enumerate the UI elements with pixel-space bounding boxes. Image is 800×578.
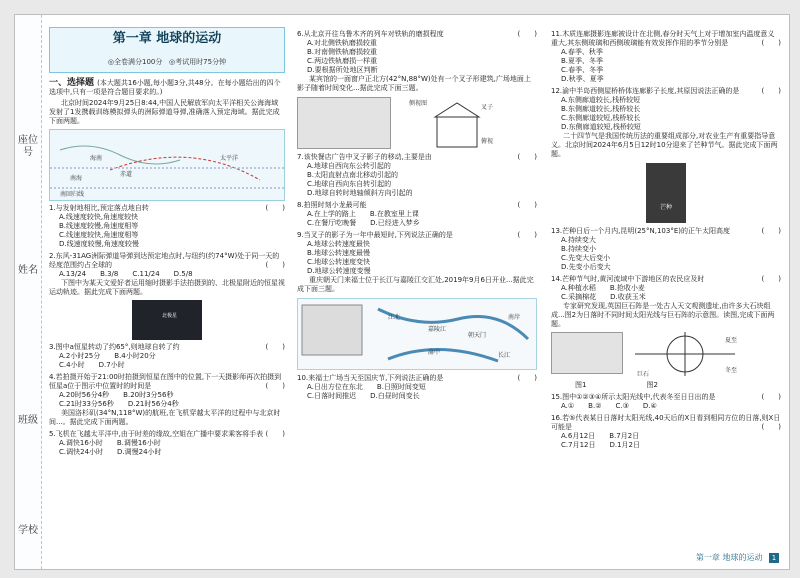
context-1: 北京时间2024年9月25日8:44,中国人民解放军向太平洋相关公海海域发射了1发携载训练模拟弹头的洲际弹道导弹,准确落入预定海域。据此完成下面两题。 — [49, 99, 280, 125]
q10-option-b[interactable]: B.日照时间变短 — [376, 383, 426, 391]
stonehenge-diagram — [635, 332, 755, 378]
q16-options-row1 — [561, 432, 781, 441]
q12-option-c[interactable]: C.东侧廊道较短,栈桥较长 — [561, 114, 641, 122]
question-14: 14.芒种节气时,黄河流域中下游地区的农民应及时 ( ) — [551, 275, 781, 283]
q13-option-d[interactable]: D.先变小后变大 — [561, 263, 611, 271]
question-4: 4.若拍摄开始于21:00时拍摄到恒星在图中的位置,下一天摄影师再次拍摄到恒星a位于图示中位置时的时间是 ( ) — [49, 373, 285, 390]
q7-option-c[interactable]: C.地球自西向东自转引起的 — [307, 180, 392, 188]
q10-options-row2 — [307, 392, 537, 401]
q8-options-row1 — [307, 210, 537, 219]
q4-option-d[interactable]: D.21时56分4秒 — [127, 400, 179, 408]
q10-option-c[interactable]: C.日落时间推迟 — [307, 392, 357, 400]
question-13: 13.芒种日后一个月内,昆明(25°N,103°E)的正午太阳高度 ( ) — [551, 227, 781, 235]
q4-options-row1 — [59, 391, 285, 400]
question-12: 12.渝中半岛西侧屋桥桥体连廊影子长度,其原因说法正确的是 ( ) — [551, 87, 781, 95]
q2-option-b[interactable]: B.3/8 — [100, 270, 119, 278]
q12-option-a[interactable]: A.东侧廊道较长,栈桥较短 — [561, 96, 641, 104]
q5-options-row2 — [59, 448, 285, 457]
q1-option-b[interactable]: B.线速度较慢,角速度相等 — [59, 222, 139, 230]
q13-option-c[interactable]: C.先变大后变小 — [561, 254, 611, 262]
q3-options-row2 — [59, 361, 285, 370]
q3-option-b[interactable]: B.4小时20分 — [114, 352, 156, 360]
q9-option-a[interactable]: A.地球公转速度最快 — [307, 240, 370, 248]
q16-option-a[interactable]: A.6月12日 — [561, 432, 596, 440]
context-4: 某宾馆的一面窗户正北方(42°N,88°W)处有一个叉子形建筑,广场地面上影子随着时间变化...据此完成下面三题。 — [297, 75, 531, 92]
context-3: 美国洛杉矶(34°N,118°W)的航班,在飞机穿越太平洋的过程中与北京时间...。据此完成下面两题。 — [49, 409, 281, 426]
q8-option-b[interactable]: B.在教室里上课 — [369, 210, 419, 218]
map-label-pacific: 太平洋 — [220, 155, 239, 162]
polaris-label: 北极星 — [162, 313, 178, 319]
chongqing-map — [297, 298, 537, 370]
context-7: 专家研究发现,英国巨石阵是一处古人天文观测遗址,由许多大石块组成...图2为日落时不同时间太阳光线与巨石阵的示意图。读图,完成下面两题。 — [551, 302, 775, 328]
label-nanan: 南岸 — [508, 314, 521, 321]
q13-option-a[interactable]: A.持续变大 — [561, 236, 596, 244]
q7-option-b[interactable]: B.太阳直射点南北移动引起的 — [307, 171, 399, 179]
question-16: 16.若⑤代表某日日落时太阳光线,40天后的X日看到相同方位的日落,则X日可能是 ( ) — [551, 414, 781, 431]
label-yuzhong: 渝中 — [428, 349, 441, 356]
q15-option-d[interactable]: D.④ — [642, 402, 657, 410]
question-15: 15.图中①②③④所示太阳光线中,代表冬至日日出的是 ( ) — [551, 393, 781, 401]
q5-option-d[interactable]: D.调慢24小时 — [117, 448, 162, 456]
q15-option-c[interactable]: C.③ — [615, 402, 629, 410]
exam-time: 考试用时75分钟 — [175, 58, 227, 66]
stonehenge-photo — [551, 332, 623, 374]
q13-option-b[interactable]: B.持续变小 — [561, 245, 597, 253]
fig-captions — [575, 381, 781, 390]
question-10: 10.来福士广场当天至国庆节,下列说法正确的是 ( ) — [297, 374, 537, 382]
fig2-caption: 图2 — [646, 381, 658, 389]
context-2: 下图中为某天文爱好者运用缩时摄影手法拍摄到的、北极星附近的恒星视运动轨迹。据此完成下面两题。 — [49, 279, 285, 296]
q10-options-row1 — [307, 383, 537, 392]
q6-option-b[interactable]: B.对南侧铁轨磨损较重 — [307, 48, 378, 56]
map-label-equator: 赤道 — [120, 171, 133, 178]
q11-option-b[interactable]: B.夏季、冬季 — [561, 57, 604, 65]
q12-option-d[interactable]: D.东侧廊道较短,栈桥较短 — [561, 123, 641, 131]
fork-label: 叉子 — [481, 104, 494, 111]
question-6: 6.从北京开往乌鲁木齐的列车对铁轨的磨损程度 ( ) — [297, 30, 537, 38]
chapter-title: 第一章 地球的运动 — [112, 31, 222, 46]
question-2: 2.东风-31AG洲际弹道导弹到达预定地点时,与纽约(约74°W)处于同一天的经度范围约占全球的 ( ) — [49, 252, 285, 269]
q16-option-c[interactable]: C.7月12日 — [561, 441, 596, 449]
q7-option-d[interactable]: D.地球自转时地轴倾斜方向引起的 — [307, 189, 413, 197]
q5-option-b[interactable]: B.调慢16小时 — [116, 439, 161, 447]
context-5: 重庆朝天门来福士位于长江与嘉陵江交汇处,2019年9月6日开业...据此完成下面三题。 — [297, 276, 534, 293]
q10-option-d[interactable]: D.白昼时间变长 — [370, 392, 420, 400]
page-footer — [696, 552, 779, 563]
map-label-tropic: 南回归线 — [60, 191, 85, 198]
q8-option-a[interactable]: A.在上学的路上 — [307, 210, 356, 218]
q14-options-row2 — [561, 293, 781, 302]
exam-meta: ◎全卷满分100分 ◎考试用时75分钟 — [107, 58, 227, 66]
q2-option-a[interactable]: A.13/24 — [59, 270, 87, 278]
class-label: 班级 — [18, 415, 38, 426]
stone-label: 巨石 — [637, 371, 650, 378]
q14-option-d[interactable]: D.收获玉米 — [610, 293, 646, 301]
q3-option-a[interactable]: A.2小时25分 — [59, 352, 101, 360]
q3-option-c[interactable]: C.4小时 — [59, 361, 85, 369]
q7-option-a[interactable]: A.地球自西向东公转引起的 — [307, 162, 391, 170]
q14-option-b[interactable]: B.抢收小麦 — [609, 284, 645, 292]
q11-option-c[interactable]: C.春季、冬季 — [561, 66, 604, 74]
seat-number-label: 座位号 — [18, 135, 38, 158]
q5-option-a[interactable]: A.调快16小时 — [59, 439, 103, 447]
q16-option-b[interactable]: B.7月2日 — [609, 432, 640, 440]
winter-label: 冬至 — [725, 367, 738, 374]
question-5: 5.飞机在飞越太平洋中,由于时差的缘故,空姐在广播中要求乘客将手表 ( ) — [49, 430, 285, 438]
context-6: 二十四节气是我国传统历法的重要组成部分,对农业生产有重要指导意义。北京时间2024年6月5日12时10分迎来了芒种节气。据此完成下面两题。 — [551, 132, 778, 158]
star-trail-photo — [132, 300, 202, 340]
q2-options — [59, 270, 285, 279]
q8-option-d[interactable]: D.已经进入梦乡 — [370, 219, 420, 227]
full-score: 全卷满分100分 — [114, 58, 163, 66]
q14-option-a[interactable]: A.种植水稻 — [561, 284, 596, 292]
q4-option-b[interactable]: B.20时3分56秒 — [123, 391, 174, 399]
label-jiangbei: 江北 — [388, 314, 401, 321]
q2-option-d[interactable]: D.5/8 — [173, 270, 193, 278]
q16-options-row2 — [561, 441, 781, 450]
map-svg — [50, 130, 285, 200]
label-changjiang: 长江 — [498, 352, 511, 359]
q4-option-c[interactable]: C.21时33分56秒 — [59, 400, 114, 408]
building-diagram — [407, 97, 507, 149]
side-view-label: 侧视图 — [409, 100, 428, 107]
q6-option-a[interactable]: A.对北侧铁轨磨损较重 — [307, 39, 377, 47]
name-label: 姓名 — [18, 265, 38, 276]
q15-option-a[interactable]: A.① — [561, 402, 575, 410]
fig1-caption: 图1 — [575, 381, 587, 389]
top-view-label: 俯视 — [481, 138, 494, 145]
q5-option-c[interactable]: C.调快24小时 — [59, 448, 104, 456]
q4-options-row2 — [59, 400, 285, 409]
question-8: 8.拍照时刻小龙最可能 ( ) — [297, 201, 537, 209]
q5-options-row1 — [59, 439, 285, 448]
q3-option-d[interactable]: D.7小时 — [98, 361, 125, 369]
q4-option-a[interactable]: A.20时56分4秒 — [59, 391, 110, 399]
missile-map — [49, 129, 285, 201]
q9-option-b[interactable]: B.地球公转速度最慢 — [307, 249, 371, 257]
q11-option-a[interactable]: A.春季、秋季 — [561, 48, 603, 56]
q15-option-b[interactable]: B.② — [588, 402, 602, 410]
mangzhong-label: 芒种 — [659, 204, 672, 211]
question-3: 3.图中a恒星转动了约65°,则地球自转了约 ( ) — [49, 343, 285, 351]
footer-chapter: 第一章 地球的运动 — [695, 553, 763, 562]
chongqing-svg — [298, 299, 538, 369]
mangzhong-poster — [646, 163, 686, 223]
q1-option-c[interactable]: C.线速度较快,角速度相等 — [59, 231, 139, 239]
q14-option-c[interactable]: C.采摘棉花 — [561, 293, 597, 301]
section-title: 一、选择题 (本大题共16小题,每小题3分,共48分。在每小题给出的四个选项中,只有一项是符合题目要求的。) — [49, 78, 281, 96]
building-photo — [297, 97, 391, 149]
question-11: 11.木质连廊摄影连廊被设计在北侧,春分时天气上对于增加室内温度意义重大,其东侧玻璃和西侧玻璃能有效发挥作用的季节分别是 ( ) — [551, 30, 781, 47]
question-7: 7.该快餐店广告中叉子影子的移动,主要是由 ( ) — [297, 153, 537, 161]
map-label-nanhai: 南海 — [70, 175, 83, 182]
q6-option-c[interactable]: C.两边铁轨磨损一样重 — [307, 57, 378, 65]
stonehenge-figures — [551, 332, 781, 378]
q10-option-a[interactable]: A.日出方位在东北 — [307, 383, 363, 391]
q12-option-b[interactable]: B.东侧廊道较长,栈桥较长 — [561, 105, 641, 113]
q14-options-row1 — [561, 284, 781, 293]
q1-option-d[interactable]: D.线速度较慢,角速度较慢 — [59, 240, 139, 248]
column-2 — [297, 27, 537, 401]
q16-option-d[interactable]: D.1月2日 — [609, 441, 641, 449]
q9-option-d[interactable]: D.地球公转速度变慢 — [307, 267, 371, 275]
q1-option-a[interactable]: A.线速度较快,角速度较快 — [59, 213, 139, 221]
column-1 — [49, 27, 285, 457]
label-chaotianmen: 朝天门 — [468, 332, 487, 339]
question-9: 9.当叉子的影子为一年中最短时,下列说法正确的是 ( ) — [297, 231, 537, 239]
chapter-header — [49, 27, 285, 73]
q15-options — [561, 402, 781, 411]
q8-options-row2 — [307, 219, 537, 228]
question-1: 1.与发射地相比,预定落点地自转 ( ) — [49, 204, 285, 212]
summer-label: 夏至 — [725, 337, 738, 344]
map-label-hainan: 海南 — [90, 155, 103, 162]
binding-margin — [15, 15, 42, 569]
q3-options-row1 — [59, 352, 285, 361]
q11-option-d[interactable]: D.秋季、夏季 — [561, 75, 604, 83]
label-jialingjiang: 嘉陵江 — [428, 326, 447, 333]
school-label: 学校 — [18, 525, 38, 536]
q8-option-c[interactable]: C.在餐厅吃晚餐 — [307, 219, 357, 227]
exam-page — [14, 14, 790, 570]
q2-option-c[interactable]: C.11/24 — [132, 270, 160, 278]
building-figures — [297, 97, 537, 149]
q6-option-d[interactable]: D.要根据所处地区判断 — [307, 66, 378, 74]
column-3 — [551, 27, 781, 450]
q9-option-c[interactable]: C.地球公转速度变快 — [307, 258, 371, 266]
page-number: 1 — [769, 553, 779, 563]
